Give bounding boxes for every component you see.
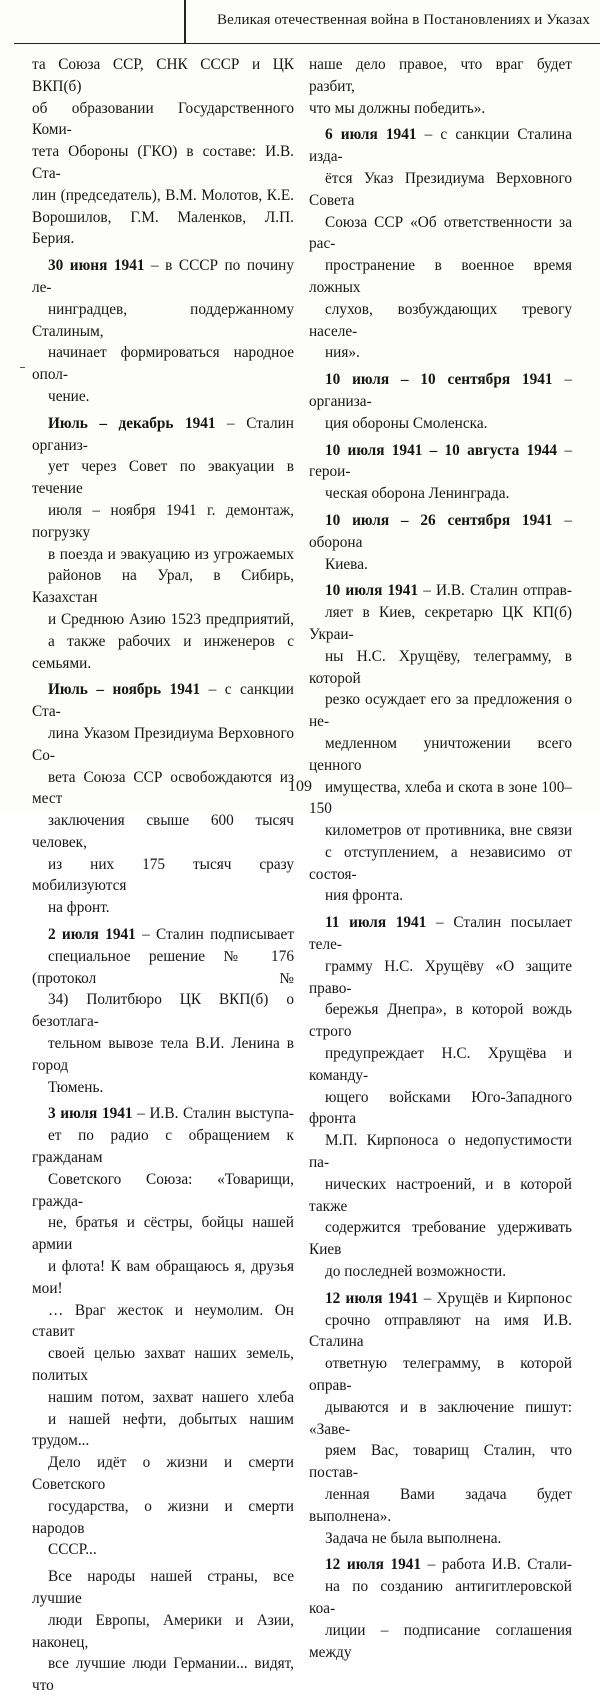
text-line [32,1539,294,1561]
text-line [309,1397,572,1441]
line-text: ответную телеграмму, в которой оправ- [309,1355,572,1395]
text-line [32,299,294,343]
text-line [32,1169,294,1213]
line-text: люди Европы, Америки и Азии, наконец, [32,1611,294,1651]
text-line [32,1077,294,1099]
line-text: срочно отправляют на имя И.В. Сталина [309,1311,572,1351]
text-line [309,342,572,364]
date-heading: 10 июля 1941 [325,582,419,600]
text-line [32,565,294,609]
line-text: специальное решение № 176 (протокол № [32,947,294,987]
date-heading: 12 июля 1941 [325,1556,422,1574]
line-text: бережья Днепра», в которой вождь строго [309,1001,572,1041]
text-line [32,631,294,675]
text-line [32,207,294,251]
line-text: и Среднюю Азию 1523 предприятий, [48,610,294,628]
text-line [309,999,572,1043]
text-line [32,141,294,185]
text-line [309,299,572,343]
line-text: – Сталин организ- [32,414,294,454]
text-line [309,413,572,435]
paragraph [309,369,572,434]
line-text: пространение в военное время ложных [309,257,572,296]
text-line [309,1310,572,1354]
text-line [309,956,572,1000]
line-text: и флота! К вам обращаюсь я, друзья мои! [32,1258,294,1297]
line-text: резко осуждает его за предложения о не- [309,691,572,731]
text-line [32,1409,294,1453]
text-line [309,1130,572,1174]
text-line [309,646,572,690]
paragraph [309,1554,572,1663]
line-text: тельном вывозе тела В.И. Ленина в город [32,1035,294,1074]
page-number: 109 [288,778,312,795]
text-line [32,1125,294,1169]
line-text: июля – ноября 1941 г. демонтаж, погрузку [32,501,294,541]
line-text: Союза ССР «Об ответственности за рас- [309,213,572,253]
line-text: имущества, хлеба и скота в зоне 100–150 [309,778,572,818]
line-text: ет по радио с обращением к гражданам [32,1127,294,1167]
text-line [32,946,294,990]
line-text: лина Указом Президиума Верховного Со- [32,724,294,764]
line-text: и нашей нефти, добытых нашим трудом... [32,1410,294,1450]
text-line [309,212,572,256]
text-line [32,500,294,544]
paragraph [309,1288,572,1550]
text-line [309,733,572,777]
paragraph [309,580,572,907]
line-text: ленная Вами задача будет выполнена». [309,1486,572,1525]
line-text: тета Обороны (ГКО) в составе: И.В. Ста- [32,143,294,182]
text-line [32,54,294,98]
text-line [32,255,294,299]
paragraph [309,54,572,119]
text-line [309,440,572,484]
date-heading: Июль – ноябрь 1941 [48,681,201,699]
text-line [309,554,572,576]
line-text: – герои- [309,441,572,481]
text-line [309,1217,572,1261]
paragraph [32,1566,294,1697]
text-line [32,1566,294,1610]
line-text: все лучшие люди Германии... видят, что [32,1655,294,1695]
text-line [32,1452,294,1496]
line-text: что мы должны победить». [309,99,486,117]
text-line [32,1033,294,1077]
text-line [32,1103,294,1125]
text-line [309,580,572,602]
line-text: нических настроений, и в которой также [309,1175,572,1215]
line-text: не, братья и сёстры, бойцы нашей армии [32,1214,294,1254]
text-line [309,912,572,956]
text-line [309,820,572,842]
left-column [32,54,294,1702]
text-line [309,369,572,413]
line-text: чение. [48,387,90,405]
text-line [32,544,294,566]
header-divider [184,0,186,44]
date-heading: 3 июля 1941 [48,1105,133,1123]
line-text: Советского Союза: «Товарищи, гражда- [32,1170,294,1210]
line-text: наше дело правое, что враг будет разбит, [309,56,572,95]
date-heading: 10 июля – 10 сентября 1941 [325,371,553,389]
text-line [32,897,294,919]
line-text: Тюмень. [48,1078,104,1096]
line-text: ния». [325,344,360,362]
line-text: СССР... [48,1541,97,1559]
text-line [32,342,294,386]
line-text: нашим потом, захват нашего хлеба [48,1388,294,1406]
line-text: начинает формироваться народное опол- [32,344,294,384]
line-text: Ворошилов, Г.М. Маленков, Л.П. Берия. [32,208,294,248]
date-heading: Июль – декабрь 1941 [48,414,216,432]
line-text: нинградцев, поддержанному Сталиным, [32,300,294,340]
text-line [309,602,572,646]
paragraph [32,679,294,919]
text-line [32,723,294,767]
text-line [32,924,294,946]
text-line [32,989,294,1033]
paragraph [32,54,294,250]
text-line [32,1300,294,1344]
line-text: Задача не была выполнена. [325,1529,502,1547]
line-text: – работа И.В. Стали- [421,1556,572,1574]
text-line [309,842,572,886]
text-line [309,54,572,98]
date-heading: 10 июля – 26 сентября 1941 [325,511,553,529]
margin-mark [20,367,25,368]
text-line [309,885,572,907]
text-line [32,1212,294,1256]
text-line [309,1087,572,1131]
line-text: ётся Указ Президиума Верховного Совета [309,169,572,209]
text-line [32,609,294,631]
line-text: – оборона [309,511,572,551]
line-text: своей целью захват наших земель, политых [32,1345,294,1385]
line-text: заключения свыше 600 тысяч человек, [32,812,294,851]
line-text: медленном уничтожении всего ценного [309,734,572,774]
line-text: предупреждает Н.С. Хрущёва и команду- [309,1045,572,1084]
paragraph [309,912,572,1283]
text-line [309,1288,572,1310]
text-line [32,98,294,142]
line-text: километров от противника, вне связи [325,822,572,840]
line-text: – Сталин подписывает [135,926,295,944]
line-text: – с санкции Сталина изда- [309,126,572,166]
date-heading: 2 июля 1941 [48,926,136,944]
date-heading: 11 июля 1941 [325,914,427,932]
text-line [32,1343,294,1387]
text-line [32,679,294,723]
text-line [32,1387,294,1409]
line-text: ряем Вас, товарищ Сталин, что постав- [309,1442,572,1482]
line-text: содержится требование удерживать Киев [309,1219,572,1259]
line-text: ющего войсками Юго-Западного фронта [309,1088,572,1128]
line-text: – И.В. Сталин отправ- [418,582,572,600]
line-text: – Хрущёв и Кирпонос [418,1289,572,1307]
line-text: – в СССР по почину ле- [32,257,294,296]
text-line [309,124,572,168]
paragraph [32,255,294,408]
header-rule [14,43,600,44]
line-text: ны Н.С. Хрущёву, телеграмму, в которой [309,647,572,687]
text-line [309,168,572,212]
line-text: районов на Урал, в Сибирь, Казахстан [32,567,294,607]
line-text: М.П. Кирпоноса о недопустимости па- [309,1132,572,1172]
text-line [32,413,294,457]
line-text: из них 175 тысяч сразу мобилизуются [32,855,294,895]
text-line [32,1496,294,1540]
line-text: ует через Совет по эвакуации в течение [32,458,294,498]
date-heading: 10 июля 1941 – 10 августа 1944 [325,441,558,459]
line-text: лиции – подписание соглашения между [309,1621,572,1661]
line-text: с отступлением, а независимо от состоя- [309,843,572,883]
text-line [309,1043,572,1087]
text-line [32,1610,294,1654]
text-line [309,1174,572,1218]
line-text: Киева. [325,555,368,573]
line-text: слухов, возбуждающих тревогу населе- [309,300,572,340]
text-line [32,854,294,898]
text-line [309,1484,572,1528]
text-line [309,510,572,554]
line-text: Все народы нашей страны, все лучшие [32,1568,294,1607]
text-line [309,1576,572,1620]
text-line [309,689,572,733]
line-text: об образовании Государственного Коми- [32,99,294,139]
line-text: Дело идёт о жизни и смерти Советского [32,1454,294,1493]
text-line [309,1261,572,1283]
text-line [32,386,294,408]
line-text: – с санкции Ста- [32,681,294,721]
text-line [32,1653,294,1697]
text-line [32,185,294,207]
text-line [309,255,572,299]
text-line [32,456,294,500]
line-text: – Сталин посылает теле- [309,914,572,954]
line-text: до последней возможности. [325,1263,507,1281]
paragraph [309,510,572,575]
text-line [309,1440,572,1484]
line-text: на фронт. [48,899,110,917]
text-line [309,1353,572,1397]
line-text: в поезда и эвакуацию из угрожаемых [48,545,294,563]
line-text: лин (председатель), В.М. Молотов, К.Е. [32,186,294,204]
paragraph [309,440,572,505]
line-text: а также рабочих и инженеров с семьями. [32,632,294,672]
line-text: та Союза ССР, СНК СССР и ЦК ВКП(б) [32,56,294,95]
line-text: – И.В. Сталин выступа- [132,1105,295,1123]
line-text: ческая оборона Ленинграда. [325,485,510,503]
line-text: дываются и в заключение пишут: «Заве- [309,1398,572,1438]
paragraph [32,924,294,1098]
line-text: ляет в Киев, секретарю ЦК КП(б) Украи- [309,604,572,643]
running-header-title: Великая отечественная война в Постановлениях и Указах [217,12,590,28]
text-line [32,1256,294,1300]
line-text: ция обороны Смоленска. [325,414,488,432]
line-text: на по созданию антигитлеровской коа- [309,1578,572,1617]
date-heading: 30 июня 1941 [48,257,145,275]
line-text: ния фронта. [325,887,404,905]
date-heading: 6 июля 1941 [325,126,417,144]
line-text: … Враг жесток и неумолим. Он ставит [32,1301,294,1341]
text-line [309,98,572,120]
date-heading: 12 июля 1941 [325,1289,419,1307]
text-line [309,1554,572,1576]
text-line [32,810,294,854]
text-line [309,483,572,505]
line-text: государства, о жизни и смерти народов [32,1497,294,1537]
paragraph [309,124,572,364]
line-text: вета Союза ССР освобождаются из мест [32,768,294,808]
paragraph [32,1103,294,1561]
line-text: грамму Н.С. Хрущёву «О защите право- [309,957,572,997]
text-line [309,1620,572,1664]
right-column [309,54,572,1668]
line-text: 34) Политбюро ЦК ВКП(б) о безотлага- [32,991,294,1031]
line-text: – организа- [309,371,572,410]
paragraph [32,413,294,675]
text-line [309,1528,572,1550]
